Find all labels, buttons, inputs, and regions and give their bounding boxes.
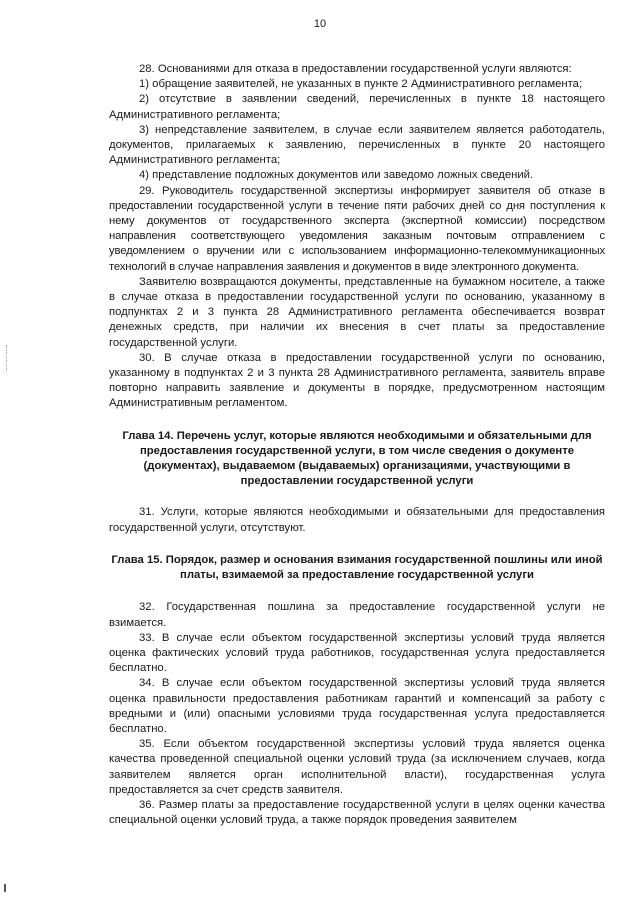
paragraph-28: 28. Основаниями для отказа в предоставлении государственной услуги являются: <box>139 63 572 75</box>
chapter-14-title: Глава 14. Перечень услуг, которые являются необходимыми и обязательными для предоставления государственной услуги, в том числе сведения о документе (документах), выдаваемом (выдаваемых) организациями, участвующими в предоставлении государственной услуги <box>122 429 592 488</box>
corner-mark <box>4 884 6 892</box>
paragraph-28-item-1: 1) обращение заявителей, не указанных в пункте 2 Административного регламента; <box>139 78 583 91</box>
paragraph-32: 32. Государственная пошлина за предоставление государственной услуги не взимается. <box>109 601 605 629</box>
paragraph-33: 33. В случае если объектом государственной экспертизы условий труда является оценка фактических условий труда работников, государственная услуга предоставляется бесплатно. <box>109 631 605 675</box>
paragraph-28-item-2: 2) отсутствие в заявлении сведений, перечисленных в пункте 18 настоящего Административного регламента; <box>109 93 605 121</box>
paragraph-35: 35. Если объектом государственной экспертизы условий труда является оценка качества проведенной специальной оценки условий труда (за исключением случаев, когда заявителем является орган исполнительной власти), государственная услуга предоставляется за счет средств заявителя. <box>109 738 605 796</box>
chapter-15-title: Глава 15. Порядок, размер и основания взимания государственной пошлины или иной платы, взимаемой за предоставление государственной услуги <box>111 553 603 582</box>
document-body <box>109 62 605 828</box>
paragraph-36: 36. Размер платы за предоставление государственной услуги в целях оценки качества специальной оценки условий труда, а также порядок проведения заявителем <box>109 798 605 827</box>
paragraph-28-item-3: 3) непредставление заявителем, в случае если заявителем является работодатель, документов, прилагаемых к заявлению, перечисленных в пункте 20 настоящего Административного регламента; <box>109 123 605 167</box>
paragraph-28-item-4: 4) представление подложных документов или заведомо ложных сведений. <box>139 169 534 182</box>
paragraph-34: 34. В случае если объектом государственной экспертизы условий труда является оценка правильности предоставления работникам гарантий и компенсаций за работу с вредными и (или) опасными условиями труда государственная услуга предоставляется бесплатно. <box>109 677 605 735</box>
paragraph-29-return: Заявителю возвращаются документы, представленные на бумажном носителе, а также в случае отказа в предоставлении государственной услуги по основанию, указанному в подпунктах 2 и 3 пункта 28 Административного регламента обеспечивается возврат денежных средств, при наличии их внесения в счет платы за предоставление государственной услуги. <box>109 275 605 349</box>
page-number: 10 <box>313 18 327 30</box>
paragraph-29: 29. Руководитель государственной экспертизы информирует заявителя об отказе в предоставлении государственной услуги в течение пяти рабочих дней со дня поступления к нему документов от государственного эксперта (экспертной комиссии) посредством направления соответствующего уведомления заказным почтовым отправлением с уведомлением о вручении или с использованием информационно-телекоммуникационных технологий в случае направления заявления и документов в виде электронного документа. <box>109 184 605 273</box>
paragraph-30: 30. В случае отказа в предоставлении государственной услуги по основанию, указанному в подпунктах 2 и 3 пункта 28 Административного регламента, заявитель вправе повторно направить заявление и документы в порядке, предусмотренном настоящим Административным регламентом. <box>109 351 605 410</box>
paragraph-31: 31. Услуги, которые являются необходимыми и обязательными для предоставления государственной услуги, отсутствуют. <box>109 506 605 534</box>
margin-marks <box>6 345 9 371</box>
